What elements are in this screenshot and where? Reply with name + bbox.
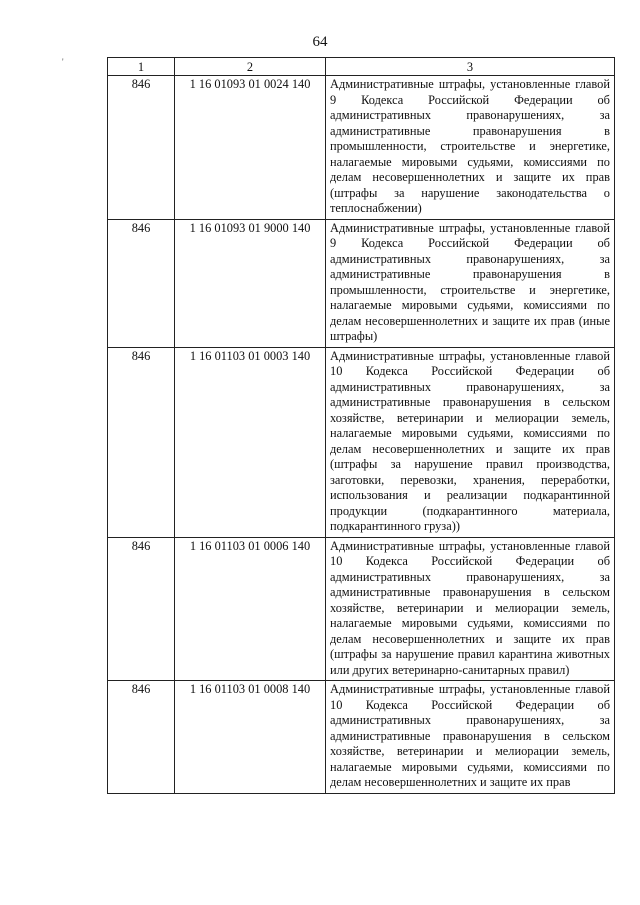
revenue-description-cell: Административные штрафы, установленные главой 9 Кодекса Российской Федерации об административных правонарушениях, за административные правонарушения в промышленности, строительстве и энергетике, налагаемые мировыми судьями, комиссиями по делам несовершеннолетних и защите их прав (иные штрафы)	[326, 219, 615, 347]
budget-classification-code-cell: 1 16 01093 01 9000 140	[175, 219, 326, 347]
administrator-code-cell: 846	[108, 76, 175, 220]
column-header-1: 1	[108, 58, 175, 76]
administrator-code-cell: 846	[108, 681, 175, 794]
budget-classification-code-cell: 1 16 01103 01 0006 140	[175, 537, 326, 681]
table-row	[108, 76, 615, 220]
column-header-3: 3	[326, 58, 615, 76]
revenue-description-cell: Административные штрафы, установленные главой 10 Кодекса Российской Федерации об административных правонарушениях, за административные правонарушения в сельском хозяйстве, ветеринарии и мелиорации земель, налагаемые мировыми судьями, комиссиями по делам несовершеннолетних и защите их прав	[326, 681, 615, 794]
budget-classification-code-cell: 1 16 01093 01 0024 140	[175, 76, 326, 220]
budget-classification-code-cell: 1 16 01103 01 0008 140	[175, 681, 326, 794]
table-row	[108, 681, 615, 794]
revenue-description-cell: Административные штрафы, установленные главой 9 Кодекса Российской Федерации об административных правонарушениях, за административные правонарушения в промышленности, строительстве и энергетике, налагаемые мировыми судьями, комиссиями по делам несовершеннолетних и защите их прав (штрафы за нарушение законодательства о теплоснабжении)	[326, 76, 615, 220]
budget-classification-code-cell: 1 16 01103 01 0003 140	[175, 347, 326, 537]
column-header-2: 2	[175, 58, 326, 76]
administrator-code-cell: 846	[108, 347, 175, 537]
revenue-description-cell: Административные штрафы, установленные главой 10 Кодекса Российской Федерации об административных правонарушениях, за административные правонарушения в сельском хозяйстве, ветеринарии и мелиорации земель, налагаемые мировыми судьями, комиссиями по делам несовершеннолетних и защите их прав (штрафы за нарушение правил производства, заготовки, перевозки, хранения, переработки, использования и реализации подкарантинной продукции (подкарантинного материала, подкарантинного груза))	[326, 347, 615, 537]
table-row	[108, 347, 615, 537]
page-number: 64	[312, 34, 328, 50]
administrator-code-cell: 846	[108, 537, 175, 681]
administrator-code-cell: 846	[108, 219, 175, 347]
margin-mark: '	[62, 57, 64, 67]
table-row	[108, 537, 615, 681]
budget-codes-table	[107, 57, 615, 794]
table-row	[108, 219, 615, 347]
revenue-description-cell: Административные штрафы, установленные главой 10 Кодекса Российской Федерации об административных правонарушениях, за административные правонарушения в сельском хозяйстве, ветеринарии и мелиорации земель, налагаемые мировыми судьями, комиссиями по делам несовершеннолетних и защите их прав (штрафы за нарушение правил карантина животных или других ветеринарно-санитарных правил)	[326, 537, 615, 681]
table-header-row	[108, 58, 615, 76]
